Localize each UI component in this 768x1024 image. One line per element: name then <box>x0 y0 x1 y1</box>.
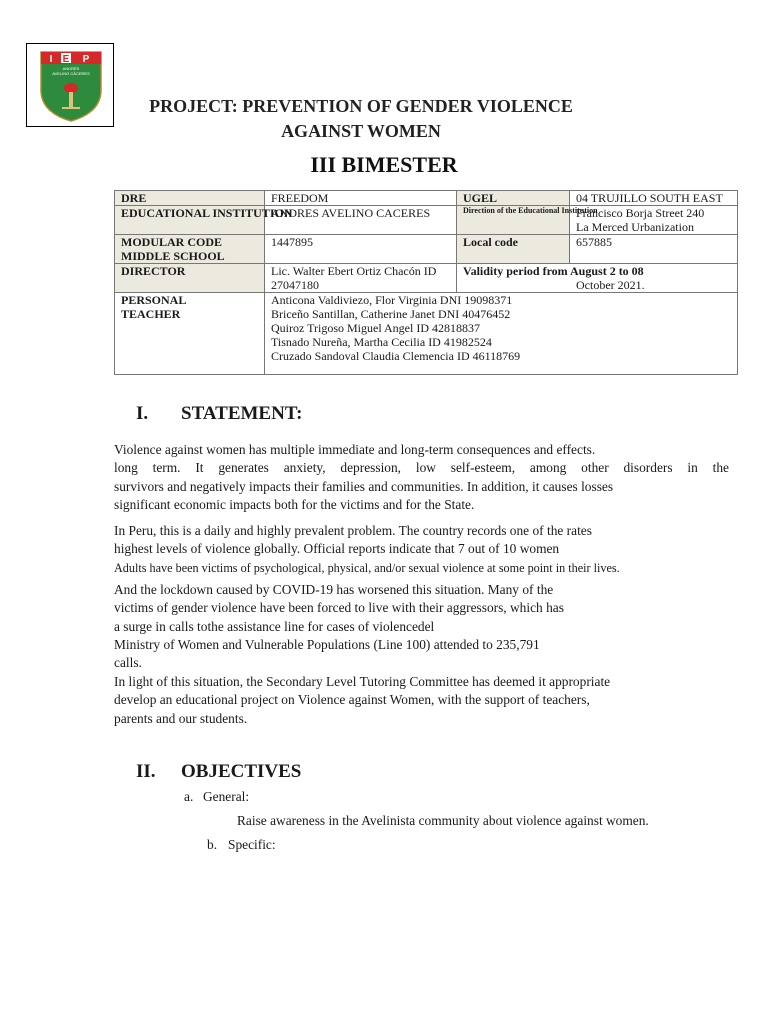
paragraph-line: highest levels of violence globally. Official reports indicate that 7 out of 10 women <box>114 541 560 557</box>
logo-letter: I <box>49 54 53 65</box>
local-code-label: Local code <box>457 235 570 264</box>
dre-label: DRE <box>115 191 265 206</box>
personal-teacher-label <box>115 293 265 375</box>
logo-name-line: AVELINO CÁCERES <box>52 71 90 76</box>
paragraph-line: In Peru, this is a daily and highly prevalent problem. The country records one of the rates <box>114 523 592 538</box>
direction-value <box>570 206 738 235</box>
section-title: STATEMENT: <box>181 403 303 424</box>
objective-general-text: Raise awareness in the Avelinista community about violence against women. <box>237 813 649 828</box>
school-shield-icon <box>38 50 104 122</box>
paragraph-line: Adults have been victims of psychological, physical, and/or sexual violence at some point in their lives. <box>114 560 620 575</box>
modular-code-label <box>115 235 265 264</box>
director-value <box>265 264 457 293</box>
director-value-line: Lic. Walter Ebert Ortiz Chacón ID <box>271 264 437 278</box>
validity-value: October 2021. <box>576 278 645 292</box>
modular-label-line: MODULAR CODE <box>121 235 222 249</box>
school-logo <box>26 43 114 127</box>
paragraph-line: long term. It generates anxiety, depression, low self-esteem, among other disorders in the <box>114 460 729 476</box>
local-code-value: 657885 <box>570 235 738 264</box>
statement-paragraph-2 <box>114 522 729 577</box>
objectives-heading <box>136 761 301 783</box>
paragraph-line: survivors and negatively impacts their families and communities. In addition, it causes losses <box>114 478 614 494</box>
director-label: DIRECTOR <box>115 264 265 293</box>
section-number: I. <box>136 403 149 424</box>
direction-value-line: Francisco Borja Street 240 <box>576 206 705 220</box>
statement-paragraph-4 <box>114 673 729 728</box>
project-info-table <box>114 190 738 375</box>
objective-specific <box>207 837 276 853</box>
logo-letter: P <box>82 54 90 65</box>
paragraph-line: a surge in calls tothe assistance line for cases of violencedel <box>114 618 435 634</box>
institution-value: ANDRES AVELINO CACERES <box>265 206 457 235</box>
paragraph-line: significant economic impacts both for the victims and for the State. <box>114 496 475 512</box>
personal-label-line: TEACHER <box>121 307 181 321</box>
teacher-item: Cruzado Sandoval Claudia Clemencia ID 46118769 <box>271 349 521 363</box>
teacher-item: Quiroz Trigoso Miguel Angel ID 42818837 <box>271 321 481 335</box>
section-title: OBJECTIVES <box>181 761 302 782</box>
paragraph-line: develop an educational project on Violence against Women, with the support of teachers, <box>114 692 590 708</box>
modular-code-value: 1447895 <box>265 235 457 264</box>
project-title-line: AGAINST WOMEN <box>281 121 441 141</box>
teacher-item: Briceño Santillan, Catherine Janet DNI 40476452 <box>271 307 511 321</box>
list-marker: b. <box>207 837 218 852</box>
torch-flame-icon <box>64 83 78 93</box>
direction-value-line: La Merced Urbanization <box>576 220 694 234</box>
paragraph-line: Ministry of Women and Vulnerable Populations (Line 100) attended to 235,791 <box>114 636 540 652</box>
objective-general <box>184 789 249 805</box>
teacher-item: Anticona Valdiviezo, Flor Virginia DNI 19098371 <box>271 293 513 307</box>
paragraph-line: parents and our students. <box>114 710 248 726</box>
objective-label: General: <box>203 789 250 804</box>
institution-label: EDUCATIONAL INSTITUTION <box>115 206 265 235</box>
project-title-line: PROJECT: PREVENTION OF GENDER VIOLENCE <box>149 96 573 116</box>
paragraph-line: victims of gender violence have been forced to live with their aggressors, which has <box>114 600 564 616</box>
objective-label: Specific: <box>228 837 276 852</box>
director-value-line: 27047180 <box>271 278 319 292</box>
statement-heading <box>136 403 302 425</box>
list-marker: a. <box>184 789 194 804</box>
logo-name-line: ANDRÉS <box>62 66 80 71</box>
modular-label-line: MIDDLE SCHOOL <box>121 249 225 263</box>
direction-label: Direction of the Educational Institution <box>457 206 570 235</box>
paragraph-line: In light of this situation, the Secondary Level Tutoring Committee has deemed it appropriate <box>114 674 611 689</box>
paragraph-line: calls. <box>114 655 142 671</box>
paragraph-line: And the lockdown caused by COVID-19 has worsened this situation. Many of the <box>114 582 554 597</box>
section-number: II. <box>136 761 156 782</box>
dre-value: FREEDOM <box>265 191 457 206</box>
statement-paragraph-3 <box>114 581 729 672</box>
statement-paragraph-1 <box>114 441 729 514</box>
logo-letter: E <box>62 54 70 65</box>
ugel-value: 04 TRUJILLO SOUTH EAST <box>570 191 738 206</box>
teacher-list <box>265 293 738 375</box>
validity-cell <box>457 264 738 293</box>
ugel-label: UGEL <box>457 191 570 206</box>
bimester-heading: III BIMESTER <box>310 152 458 177</box>
validity-label: Validity period from August 2 to 08 <box>463 264 644 278</box>
paragraph-line: Violence against women has multiple immediate and long-term consequences and effects. <box>114 442 596 457</box>
personal-label-line: PERSONAL <box>121 293 187 307</box>
teacher-item: Tisnado Nureña, Martha Cecilia ID 41982524 <box>271 335 492 349</box>
